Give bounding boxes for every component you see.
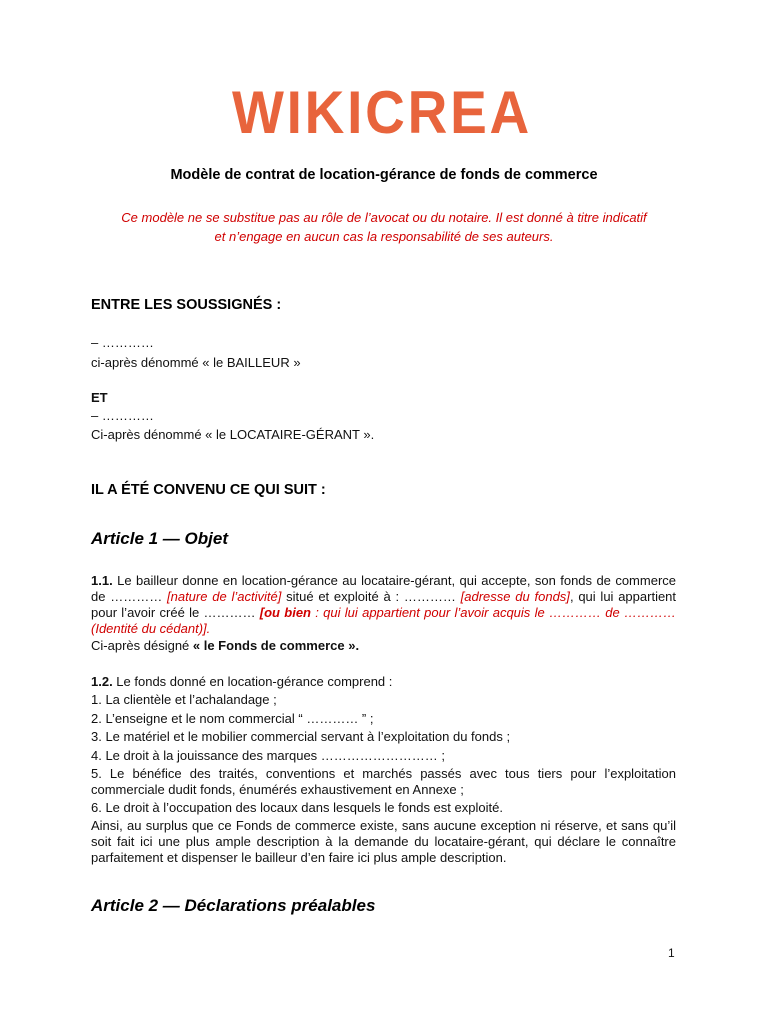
page-number: 1 xyxy=(668,946,675,960)
list-item: 6. Le droit à l’occupation des locaux dans lesquels le fonds est exploité. xyxy=(91,800,503,815)
list-item: 1. La clientèle et l’achalandage ; xyxy=(91,692,277,707)
disclaimer-line-2: et n’engage en aucun cas la responsabilité de ses auteurs. xyxy=(214,229,554,244)
bailleur-blank: – ………… xyxy=(91,335,154,350)
paragraph-1-1-number: 1.1. xyxy=(91,573,113,588)
locataire-blank: – ………… xyxy=(91,408,154,423)
paragraph-1-1: 1.1. Le bailleur donne en location-gérance au locataire-gérant, qui accepte, son fonds de commerce de ………… [nature de l’activité] situé et exploité à : ………… [adresse du fonds], qui lui appartient pour l’avoir créé le ………… [ou bien : qui lui appartient pour l’avoir acquis le ………… de ………… (Identité du cédant)]. xyxy=(91,573,677,636)
bailleur-label: ci-après dénommé « le BAILLEUR » xyxy=(91,355,301,370)
disclaimer xyxy=(84,208,684,246)
disclaimer-line-1: Ce modèle ne se substitue pas au rôle de l’avocat ou du notaire. Il est donné à titre indicatif xyxy=(121,210,647,225)
list-item: 5. Le bénéfice des traités, conventions et marchés passés avec tous tiers pour l’exploitation commerciale dudit fonds, énumérés exhaustivement en Annexe ; xyxy=(91,766,676,797)
parties-heading: ENTRE LES SOUSSIGNÉS : xyxy=(91,297,282,313)
article-2-title: Article 2 — Déclarations préalables xyxy=(91,896,376,915)
document-title: Modèle de contrat de location-gérance de fonds de commerce xyxy=(170,167,598,183)
items-list xyxy=(91,692,676,819)
list-item: 2. L’enseigne et le nom commercial “ ………… ” ; xyxy=(91,710,374,726)
wikicrea-logo xyxy=(230,76,534,138)
svg-text:WIKICREA: WIKICREA xyxy=(232,79,532,138)
placeholder-ou-bien: [ou bien xyxy=(259,605,311,620)
placeholder-adresse: [adresse du fonds] xyxy=(460,589,570,604)
paragraph-1-2-intro: 1.2. Le fonds donné en location-gérance comprend : xyxy=(91,674,393,689)
list-item: 3. Le matériel et le mobilier commercial servant à l’exploitation du fonds ; xyxy=(91,729,511,744)
placeholder-activite: [nature de l’activité] xyxy=(167,589,282,604)
locataire-label: Ci-après dénommé « le LOCATAIRE-GÉRANT ». xyxy=(91,427,375,442)
placeholder-acquisition: : qui lui appartient pour l’avoir acquis le ………… de ………… (Identité du cédant)]. xyxy=(91,605,676,636)
designation-line: Ci-après désigné « le Fonds de commerce ». xyxy=(91,638,360,653)
article-1-title: Article 1 — Objet xyxy=(91,529,228,548)
et-label: ET xyxy=(91,390,108,405)
list-item: 4. Le droit à la jouissance des marques ……………………… ; xyxy=(91,747,446,763)
closing-paragraph: Ainsi, au surplus que ce Fonds de commerce existe, sans aucune exception ni réserve, et sans qu’il soit fait ici une plus ample description à la demande du locataire-gérant, qui déclare le connaître parfaitement et dispenser le bailleur d’en faire ici plus ample description. xyxy=(91,818,676,865)
convenu-heading: IL A ÉTÉ CONVENU CE QUI SUIT : xyxy=(91,482,326,498)
